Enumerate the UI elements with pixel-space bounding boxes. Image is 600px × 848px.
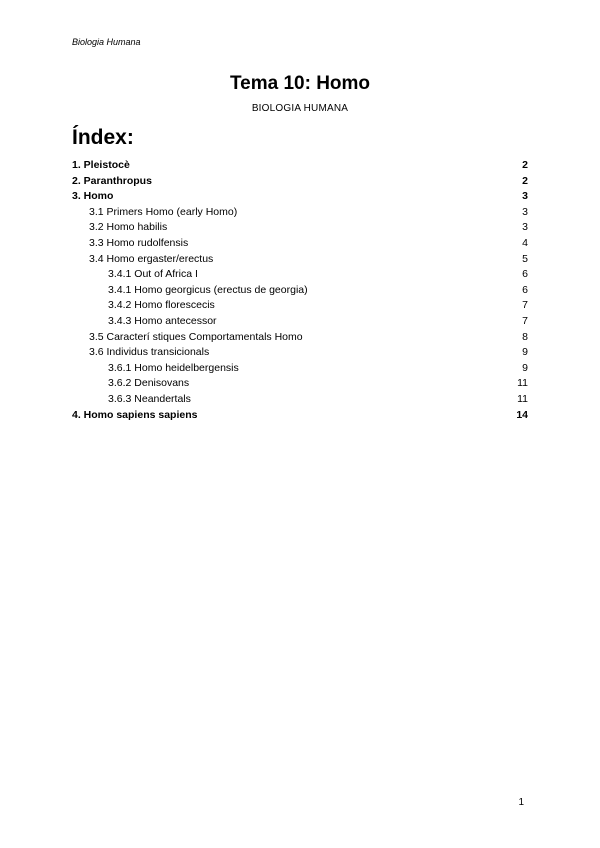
toc-entry-homo[interactable]	[72, 189, 528, 205]
toc-entry-page: 5	[522, 252, 528, 265]
toc-entry-homo-antecessor[interactable]	[72, 314, 528, 330]
document-title: Tema 10: Homo	[229, 73, 371, 94]
toc-entry-page: 8	[522, 330, 528, 343]
toc-entry-page: 7	[522, 314, 528, 327]
toc-entry-page: 6	[522, 283, 528, 296]
toc-entry-label: 3.4.1 Homo georgicus (erectus de georgia)	[108, 283, 308, 296]
toc-entry-individus-transicionals[interactable]	[72, 345, 528, 361]
toc-entry-label: 3.3 Homo rudolfensis	[89, 236, 189, 249]
toc-entry-page: 7	[522, 299, 528, 312]
toc-entry-out-of-africa[interactable]	[72, 267, 528, 283]
toc-entry-page: 2	[522, 159, 528, 171]
running-header: Biologia Humana	[72, 37, 141, 47]
toc-entry-label: 3.4.1 Out of Africa I	[108, 268, 198, 281]
toc-entry-homo-ergaster-erectus[interactable]	[72, 252, 528, 268]
toc-entry-homo-rudolfensis[interactable]	[72, 236, 528, 252]
toc-entry-label: 3.6.1 Homo heidelbergensis	[108, 361, 239, 374]
toc-entry-homo-georgicus[interactable]	[72, 283, 528, 299]
toc-entry-page: 3	[522, 221, 528, 234]
toc-entry-page: 6	[522, 268, 528, 281]
toc-entry-homo-heidelbergensis[interactable]	[72, 361, 528, 377]
toc-entry-page: 9	[522, 361, 528, 374]
document-subtitle: BIOLOGIA HUMANA	[251, 103, 349, 114]
toc-entry-label: 3.6 Individus transicionals	[89, 346, 210, 359]
toc-entry-page: 3	[522, 190, 528, 203]
toc-entry-page: 3	[522, 205, 528, 218]
toc-entry-label: 3.4.2 Homo florescecis	[108, 299, 215, 312]
page-number: 1	[518, 797, 524, 808]
toc-entry-page: 9	[522, 346, 528, 359]
toc-entry-pleistoce[interactable]	[72, 158, 528, 174]
toc-entry-denisovans[interactable]	[72, 376, 528, 392]
toc-entry-page: 14	[516, 408, 528, 421]
toc-entry-neandertals[interactable]	[72, 392, 528, 408]
toc-entry-label: 1. Pleistocè	[72, 159, 130, 171]
toc-entry-page: 11	[517, 377, 528, 390]
toc-entry-label: 2. Paranthropus	[72, 174, 152, 187]
toc-entry-early-homo[interactable]	[72, 205, 528, 221]
table-of-contents	[72, 158, 528, 423]
toc-entry-page: 11	[517, 392, 528, 405]
toc-entry-label: 3.2 Homo habilis	[89, 221, 168, 234]
index-heading: Índex:	[72, 126, 134, 149]
toc-entry-label: 3.6.2 Denisovans	[108, 377, 190, 390]
toc-entry-label: 3.6.3 Neandertals	[108, 392, 191, 405]
toc-entry-homo-habilis[interactable]	[72, 220, 528, 236]
toc-entry-label: 3.4 Homo ergaster/erectus	[89, 252, 214, 265]
toc-entry-caracteristiques[interactable]	[72, 330, 528, 346]
toc-entry-page: 2	[522, 174, 528, 187]
toc-entry-label: 3.5 Caracterí stiques Comportamentals Homo	[89, 330, 303, 343]
toc-entry-label: 3. Homo	[72, 190, 114, 203]
toc-entry-paranthropus[interactable]	[72, 174, 528, 190]
toc-entry-homo-florescecis[interactable]	[72, 298, 528, 314]
toc-entry-homo-sapiens-sapiens[interactable]	[72, 408, 528, 424]
toc-entry-label: 3.1 Primers Homo (early Homo)	[89, 205, 238, 218]
toc-entry-label: 3.4.3 Homo antecessor	[108, 314, 217, 327]
toc-entry-page: 4	[522, 236, 528, 249]
toc-entry-label: 4. Homo sapiens sapiens	[72, 408, 198, 421]
